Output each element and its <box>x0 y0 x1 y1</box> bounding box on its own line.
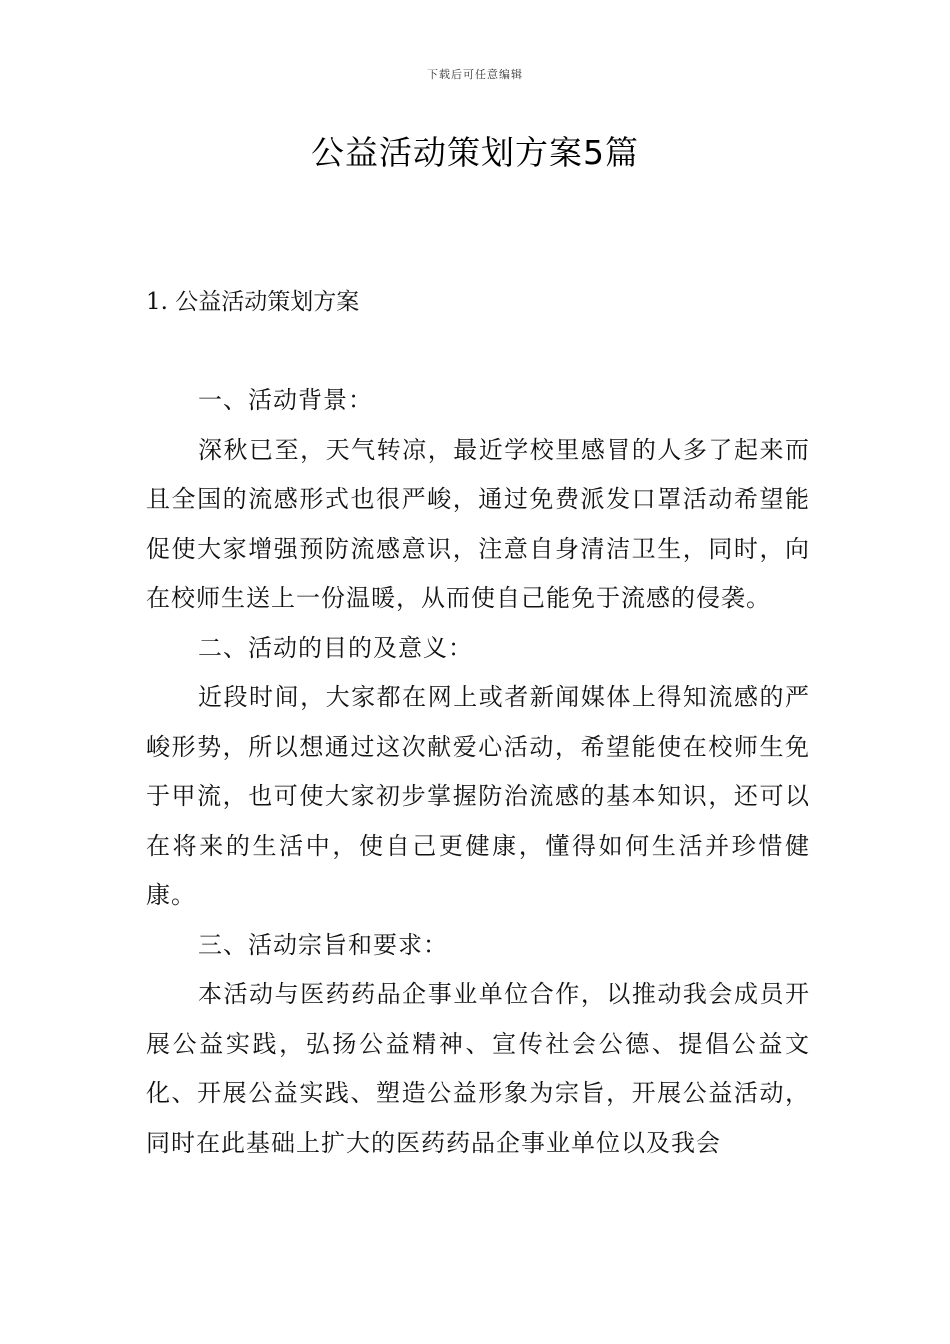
paragraph-aims-requirements: 本活动与医药药品企事业单位合作，以推动我会成员开展公益实践，弘扬公益精神、宣传社会公德、提倡公益文化、开展公益实践、塑造公益形象为宗旨，开展公益活动，同时在此基础上扩大的医药药品企事业单位以及我会 <box>146 980 810 1157</box>
heading-activity-background: 一、活动背景： <box>198 386 373 414</box>
document-title: 公益活动策划方案5篇 <box>311 133 639 172</box>
document-body <box>146 376 810 1168</box>
heading-aims-requirements: 三、活动宗旨和要求： <box>198 930 448 959</box>
paragraph-purpose-significance: 近段时间，大家都在网上或者新闻媒体上得知流感的严峻形势，所以想通过这次献爱心活动，希望能使在校师生免于甲流，也可使大家初步掌握防治流感的基本知识，还可以在将来的生活中，使自己更健康，懂得如何生活并珍惜健康。 <box>146 683 810 909</box>
section-title: 1. 公益活动策划方案 <box>146 289 360 315</box>
paragraph-activity-background: 深秋已至，天气转凉，最近学校里感冒的人多了起来而且全国的流感形式也很严峻，通过免费派发口罩活动希望能促使大家增强预防流感意识，注意自身清洁卫生，同时，向在校师生送上一份温暖，从而使自己能免于流感的侵袭。 <box>146 435 810 612</box>
header-note: 下载后可任意编辑 <box>427 68 523 81</box>
heading-purpose-significance: 二、活动的目的及意义： <box>198 633 473 662</box>
